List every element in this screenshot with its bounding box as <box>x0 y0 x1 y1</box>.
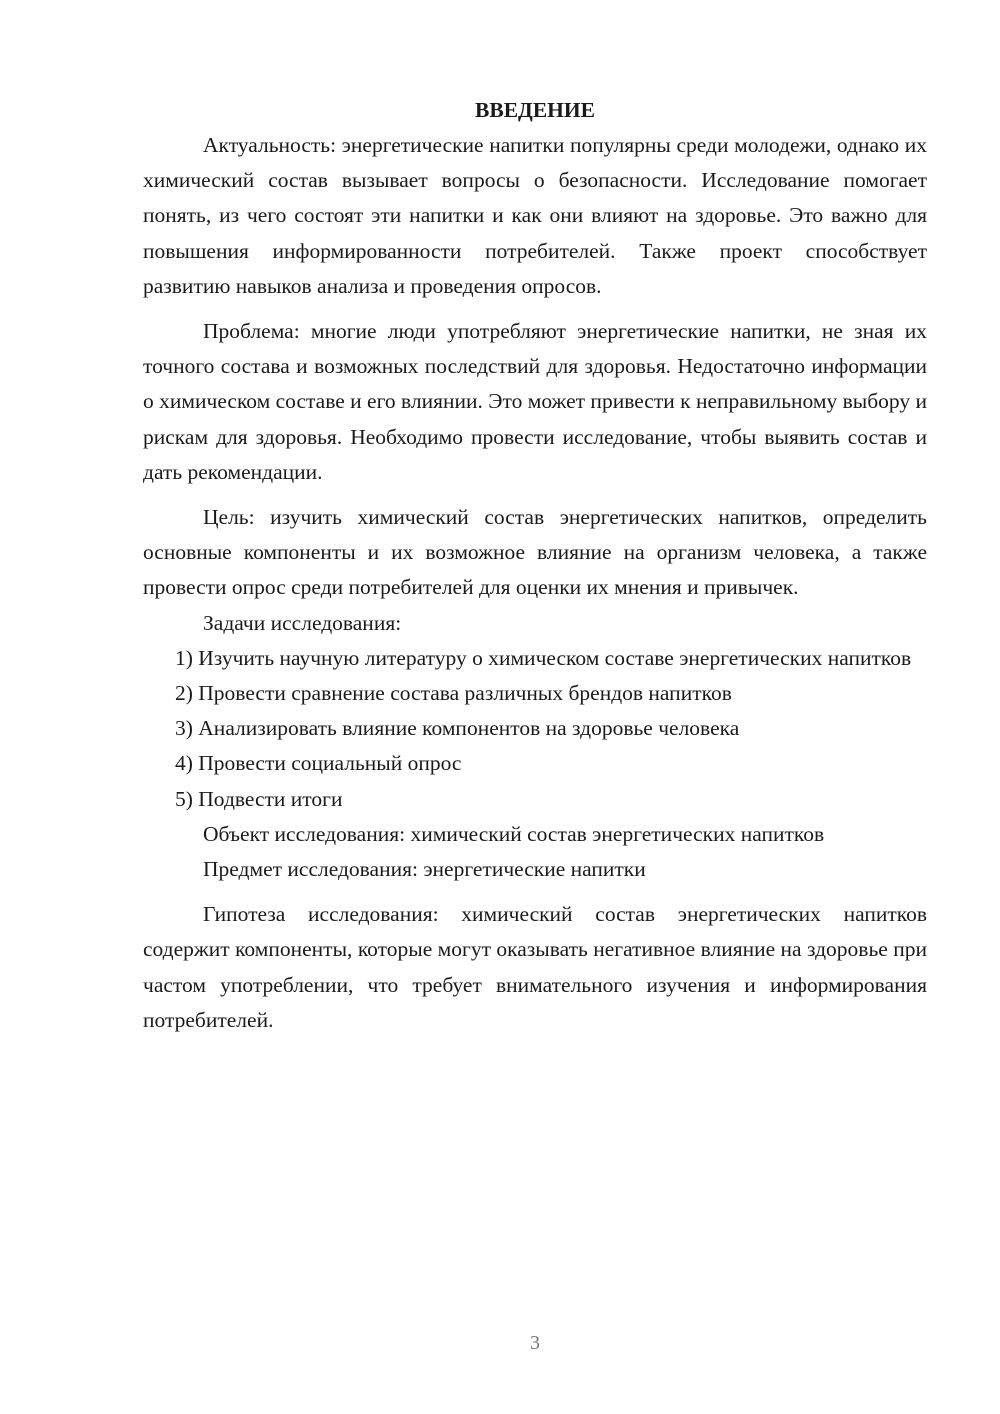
problem-paragraph: Проблема: многие люди употребляют энергетические напитки, не зная их точного состава и возможных последствий для здоровья. Недостаточно информации о химическом составе и его влиянии. Это может привести к неправильному выбору и рискам для здоровья. Необходимо провести исследование, чтобы выявить состав и дать рекомендации. <box>143 319 927 484</box>
hypothesis-paragraph: Гипотеза исследования: химический состав энергетических напитков содержит компоненты, которые могут оказывать негативное влияние на здоровье при частом употреблении, что требует внимательного изучения и информирования потребителей. <box>143 902 927 1032</box>
tasks-heading: Задачи исследования: <box>203 610 402 635</box>
task-item: 2) Провести сравнение состава различных брендов напитков <box>175 681 732 706</box>
goal-paragraph: Цель: изучить химический состав энергетических напитков, определить основные компоненты и их возможное влияние на организм человека, а также провести опрос среди потребителей для оценки их мнения и привычек. <box>143 505 927 600</box>
research-subject: Предмет исследования: энергетические напитки <box>203 857 646 882</box>
task-item: 1) Изучить научную литературу о химическом составе энергетических напитков <box>175 645 912 670</box>
document-page <box>143 92 927 1038</box>
section-title: ВВЕДЕНИЕ <box>475 98 595 122</box>
tasks-list <box>143 641 927 817</box>
task-item: 5) Подвести итоги <box>175 786 343 811</box>
page-number: 3 <box>530 1332 540 1354</box>
relevance-paragraph: Актуальность: энергетические напитки популярны среди молодежи, однако их химический состав вызывает вопросы о безопасности. Исследование помогает понять, из чего состоят эти напитки и как они влияют на здоровье. Это важно для повышения информированности потребителей. Также проект способствует развитию навыков анализа и проведения опросов. <box>143 133 927 298</box>
task-item: 4) Провести социальный опрос <box>175 751 462 776</box>
research-object: Объект исследования: химический состав энергетических напитков <box>203 821 825 846</box>
task-item: 3) Анализировать влияние компонентов на здоровье человека <box>175 716 740 741</box>
